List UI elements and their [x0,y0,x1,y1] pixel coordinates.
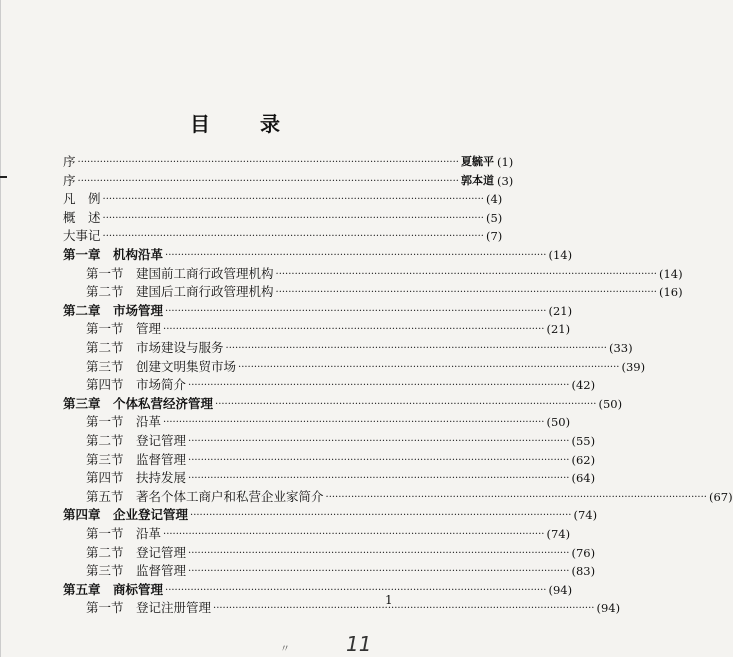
toc-section-entry [0,525,571,543]
toc-section-entry [0,469,596,487]
scan-smudge: 〃 [280,644,290,655]
toc-entry-label: 第一节 管理 [86,321,162,337]
toc-section-entry [0,488,733,506]
toc-front-entry [0,227,503,245]
toc-dot-leader: ························································································································ [163,529,545,540]
toc-entry-label: 第三章 个体私营经济管理 [63,395,214,411]
toc-entry-label: 第一节 建国前工商行政管理机构 [86,265,274,281]
toc-dot-leader: ························································································································ [165,250,547,261]
toc-entry-label: 第三节 监督管理 [86,451,187,467]
toc-dot-leader: ························································································································ [102,231,484,243]
toc-dot-leader: ························································································································ [163,417,545,429]
toc-dot-leader: ························································································································ [165,305,547,317]
toc-dot-leader: ························································································································ [225,343,607,354]
toc-entry-author: 夏毓平 [460,155,494,168]
toc-section-entry [0,562,596,580]
toc-entry-page: (14) [548,248,573,262]
toc-entry-label: 第五章 商标管理 [63,581,164,597]
toc-dot-leader: ························································································································ [188,454,570,466]
toc-entry-label: 第四节 市场简介 [86,377,187,393]
toc-dot-leader: ························································································································ [188,436,570,447]
toc-entry-label: 凡 例 [63,191,101,207]
toc-entry-page: (1) [496,155,514,169]
toc-entry-page: (21) [548,303,573,318]
toc-dot-leader: ························································································································ [275,287,657,299]
toc-dot-leader: ························································································································ [238,361,620,373]
toc-entry-page: (5) [485,210,503,225]
toc-entry-page: (14) [658,266,683,281]
toc-entry-page: (83) [571,564,596,579]
toc-dot-leader: ························································································································ [188,473,570,485]
toc-section-entry [0,432,596,450]
toc-dot-leader: ························································································································ [188,380,570,392]
toc-entry-page: (50) [598,396,623,411]
toc-entry-page: (39) [621,359,646,374]
toc-entry-label: 第二节 建国后工商行政管理机构 [86,284,274,300]
page-title [190,108,280,137]
toc-entry-page: (7) [485,229,503,244]
toc-entry-page: (76) [571,545,596,560]
toc-section-entry [0,358,646,376]
toc-section-entry [0,413,571,431]
toc-entry-label: 第五节 著名个体工商户和私营企业家简介 [86,488,324,504]
toc-entry-page: (64) [571,471,596,486]
title-char: 目 [190,112,210,136]
toc-entry-page: (62) [571,452,596,467]
toc-chapter-entry [0,302,573,320]
toc-chapter-entry [0,395,623,413]
toc-entry-page: (42) [571,378,596,393]
toc-entry-page: (74) [546,527,571,541]
toc-entry-label: 第一节 沿革 [86,414,162,430]
toc-entry-page: (55) [571,434,596,448]
toc-dot-leader: ························································································································ [102,194,484,206]
toc-front-entry [0,190,503,208]
toc-dot-leader: ························································································································ [215,398,597,410]
toc-entry-page: (74) [573,508,598,523]
toc-chapter-entry [0,506,598,524]
toc-entry-page: (67) [708,489,733,504]
toc-entry-page: (21) [546,322,571,337]
toc-dot-leader: ························································································································ [188,566,570,578]
toc-entry-label: 第一节 沿革 [86,526,162,541]
toc-entry-label: 第一章 机构沿革 [63,247,164,262]
toc-dot-leader: ························································································································ [213,603,595,615]
toc-entry-label: 第三节 监督管理 [86,563,187,579]
toc-section-entry [0,376,596,394]
toc-entry-page: (3) [496,173,514,188]
toc-entry-label: 概 述 [63,209,101,225]
toc-front-entry [0,209,503,227]
toc-section-entry [0,339,633,357]
toc-chapter-entry [0,581,573,599]
toc-entry-page: (94) [548,582,573,597]
toc-dot-leader: ························································································································ [325,491,707,503]
page-number: 1 [385,593,393,607]
toc-dot-leader: ························································································································ [163,324,545,336]
toc-entry-page: (33) [608,341,633,355]
toc-entry-label: 第二节 登记管理 [86,433,187,448]
toc-entry-label: 序 [63,154,76,169]
toc-dot-leader: ························································································································ [165,584,547,596]
toc-entry-author: 郭本道 [460,173,494,187]
toc-dot-leader: ························································································································ [77,157,459,168]
toc-chapter-entry [0,246,573,264]
toc-entry-label: 序 [63,172,76,188]
toc-dot-leader: ························································································································ [188,547,570,559]
toc-section-entry [0,599,621,617]
toc-entry-page: (16) [658,285,683,300]
toc-section-entry [0,544,596,562]
toc-dot-leader: ························································································································ [275,268,657,280]
toc-section-entry [0,320,571,338]
toc-entry-page: (4) [485,192,503,207]
toc-entry-page: (94) [596,601,621,616]
toc-section-entry [0,265,683,283]
title-char: 录 [260,112,280,136]
toc-entry-label: 第四节 扶持发展 [86,470,187,486]
toc-front-entry [0,172,514,190]
toc-entry-label: 大事记 [63,228,101,244]
toc-dot-leader: ························································································································ [190,510,572,522]
toc-section-entry [0,451,596,469]
toc-dot-leader: ························································································································ [102,212,484,224]
toc-entry-label: 第三节 创建文明集贸市场 [86,358,237,374]
toc-entry-label: 第二节 登记管理 [86,544,187,560]
toc-front-entry [0,153,514,171]
toc-entry-label: 第一节 登记注册管理 [86,600,212,616]
toc-entry-page: (50) [546,415,571,430]
toc-entry-label: 第四章 企业登记管理 [63,507,189,523]
toc-entry-label: 第二节 市场建设与服务 [86,340,224,355]
toc-dot-leader: ························································································································ [77,175,459,187]
toc-section-entry [0,283,683,301]
handwritten-mark: 11 [346,632,372,656]
toc-entry-label: 第二章 市场管理 [63,302,164,318]
